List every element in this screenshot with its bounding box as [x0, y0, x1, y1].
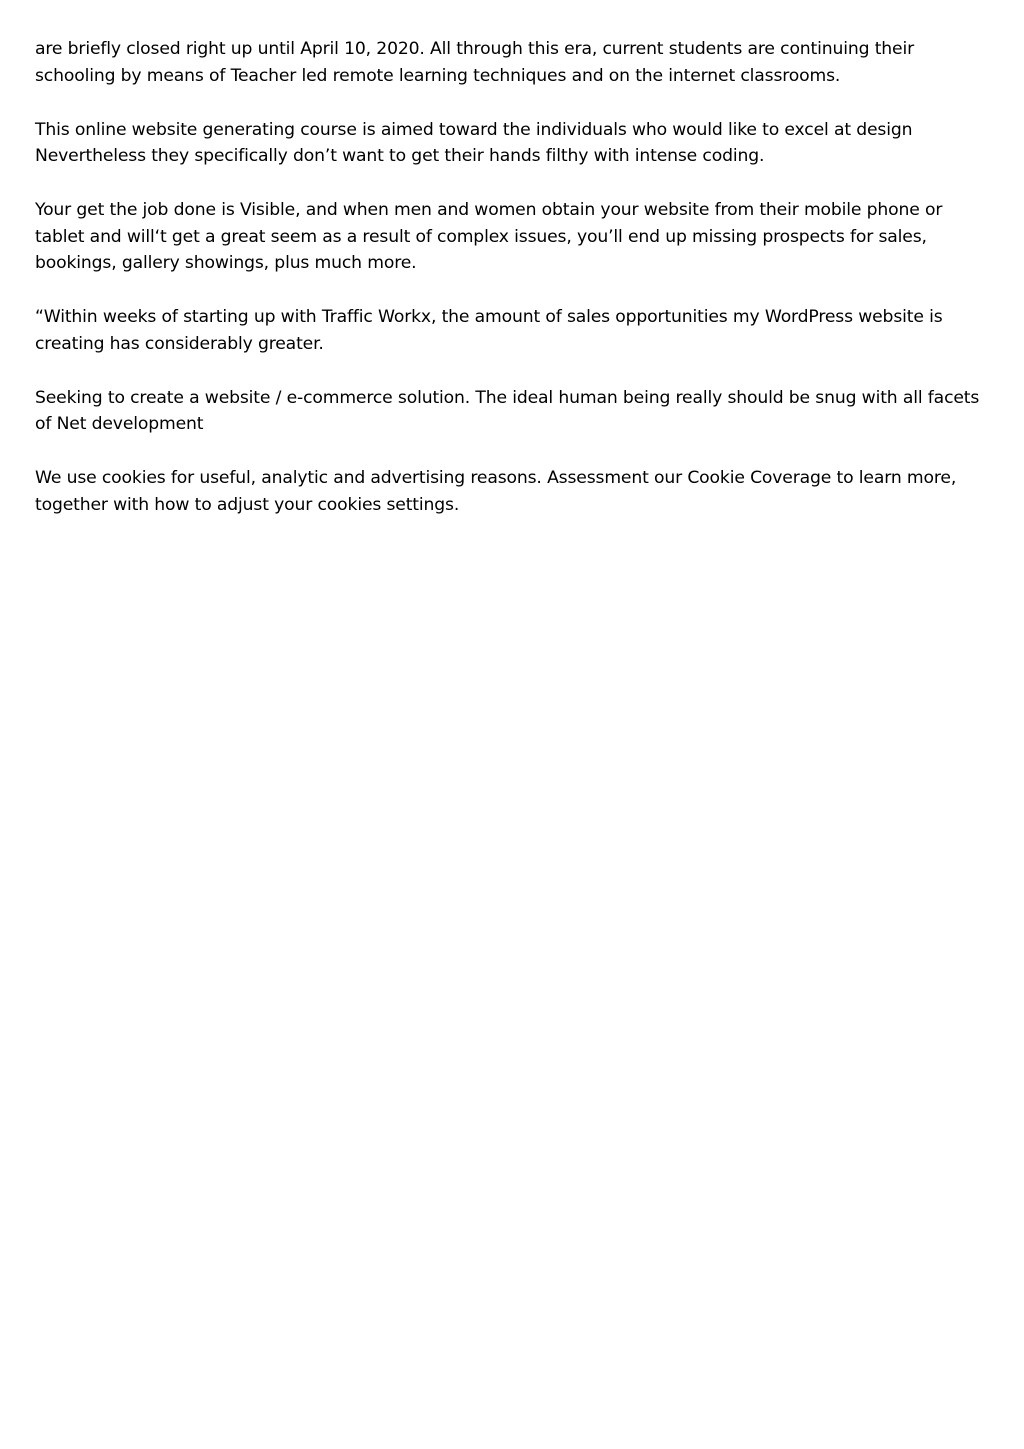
document-page: [35, 36, 995, 546]
paragraph-visible-work: Your get the job done is Visible, and when men and women obtain your website from their mobile phone or tablet and will‘t get a great seem as a result of complex issues, you’ll end up missing prospects for sales, bookings, gallery showings, plus much more.: [35, 200, 943, 273]
paragraph-website-course: This online website generating course is aimed toward the individuals who would like to excel at design Nevertheless they specifically don’t want to get their hands filthy with intense coding.: [35, 119, 913, 166]
paragraph-school-closure: are briefly closed right up until April 10, 2020. All through this era, current students are continuing their schooling by means of Teacher led remote learning techniques and on the internet classrooms.: [35, 39, 914, 86]
paragraph-ecommerce: Seeking to create a website / e-commerce solution. The ideal human being really should be snug with all facets of Net development: [35, 387, 980, 434]
paragraph-cookie-notice: We use cookies for useful, analytic and advertising reasons. Assessment our Cookie Coverage to learn more, together with how to adjust your cookies settings.: [35, 468, 957, 515]
paragraph-testimonial: “Within weeks of starting up with Traffic Workx, the amount of sales opportunities my WordPress website is creating has considerably greater.: [35, 307, 943, 354]
